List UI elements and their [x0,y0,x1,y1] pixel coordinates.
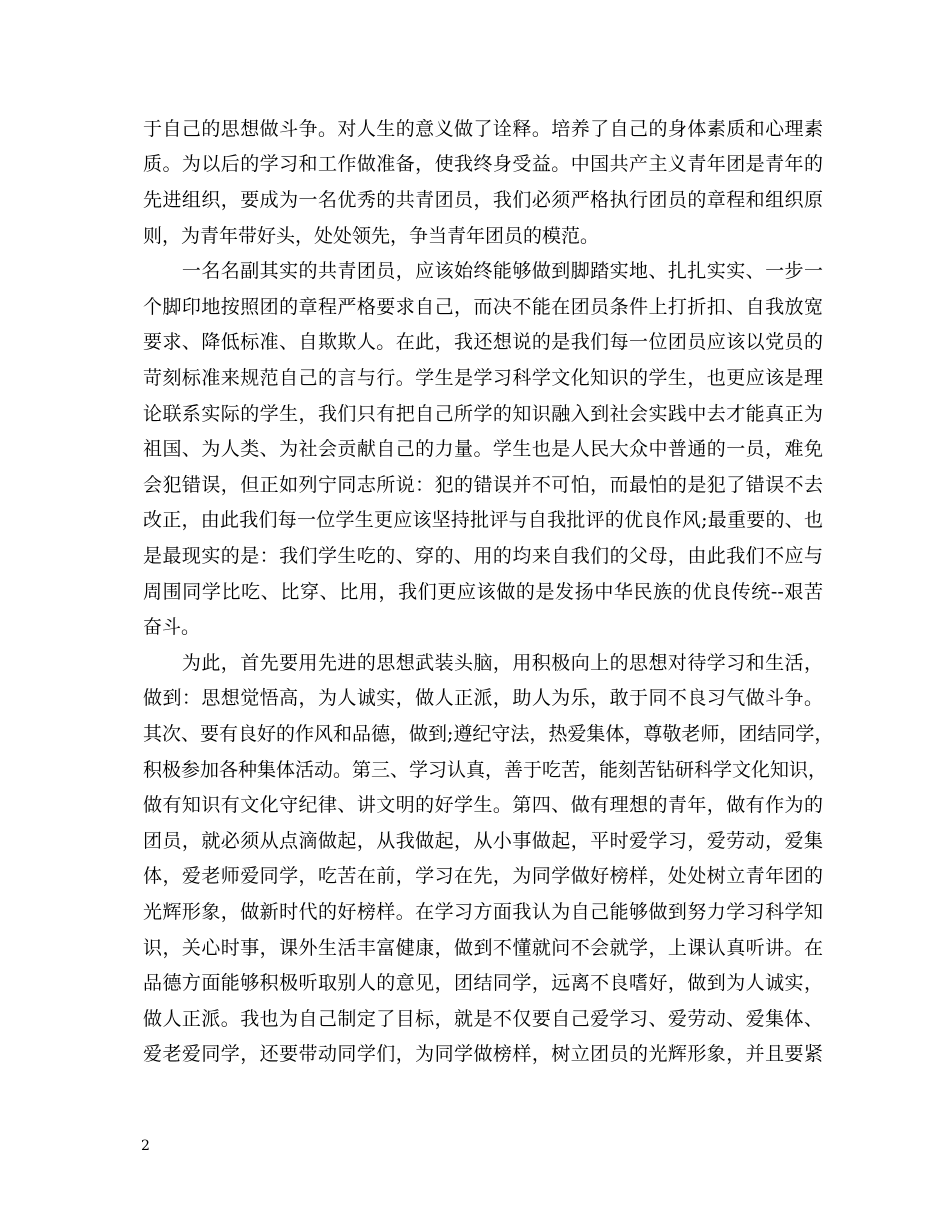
text-line: 祖国、为人类、为社会贡献自己的力量。学生也是人民大众中普通的一员，难免 [143,438,823,460]
text-line: 先进组织，要成为一名优秀的共青团员，我们必须严格执行团员的章程和组织原 [143,189,823,211]
page-number: 2 [141,1138,150,1154]
text-line: 要求、降低标准、自欺欺人。在此，我还想说的是我们每一位团员应该以党员的 [143,331,823,353]
text-line: 周围同学比吃、比穿、比用，我们更应该做的是发扬中华民族的优良传统--艰苦 [143,581,823,603]
text-line: 质。为以后的学习和工作做准备，使我终身受益。中国共产主义青年团是青年的 [143,153,823,175]
text-line: 体，爱老师爱同学，吃苦在前，学习在先，为同学做好榜样，处处树立青年团的 [143,865,823,887]
text-line: 团员，就必须从点滴做起，从我做起，从小事做起，平时爱学习，爱劳动，爱集 [143,830,823,852]
text-line: 是最现实的是：我们学生吃的、穿的、用的均来自我们的父母，由此我们不应与 [143,545,823,567]
text-line: 改正，由此我们每一位学生更应该坚持批评与自我批评的优良作风;最重要的、也 [143,509,823,531]
text-line: 识，关心时事，课外生活丰富健康，做到不懂就问不会就学，上课认真听讲。在 [143,937,823,959]
text-line: 其次、要有良好的作风和品德，做到;遵纪守法，热爱集体，尊敬老师，团结同学， [143,723,834,745]
text-line: 论联系实际的学生，我们只有把自己所学的知识融入到社会实践中去才能真正为 [143,403,823,425]
text-line: 做到：思想觉悟高，为人诚实，做人正派，助人为乐，敢于同不良习气做斗争。 [143,687,823,709]
text-line: 则，为青年带好头，处处领先，争当青年团员的模范。 [143,225,600,247]
text-line: 个脚印地按照团的章程严格要求自己，而决不能在团员条件上打折扣、自我放宽 [143,296,823,318]
text-line: 光辉形象，做新时代的好榜样。在学习方面我认为自己能够做到努力学习科学知 [143,901,823,923]
text-line: 积极参加各种集体活动。第三、学习认真，善于吃苦，能刻苦钻研科学文化知识， [143,759,828,781]
text-line: 苛刻标准来规范自己的言与行。学生是学习科学文化知识的学生，也更应该是理 [143,367,823,389]
text-line: 于自己的思想做斗争。对人生的意义做了诠释。培养了自己的身体素质和心理素 [143,118,823,140]
text-line: 一名名副其实的共青团员，应该始终能够做到脚踏实地、扎扎实实、一步一 [143,260,823,282]
text-line: 为此，首先要用先进的思想武装头脑，用积极向上的思想对待学习和生活， [143,652,823,674]
text-line: 奋斗。 [143,616,201,638]
text-line: 做人正派。我也为自己制定了目标，就是不仅要自己爱学习、爱劳动、爱集体、 [143,1008,823,1030]
text-line: 做有知识有文化守纪律、讲文明的好学生。第四、做有理想的青年，做有作为的 [143,794,823,816]
text-line: 爱老爱同学，还要带动同学们，为同学做榜样，树立团员的光辉形象，并且要紧 [143,1043,823,1065]
text-line: 品德方面能够积极听取别人的意见，团结同学，远离不良嗜好，做到为人诚实， [143,972,823,994]
text-line: 会犯错误，但正如列宁同志所说：犯的错误并不可怕，而最怕的是犯了错误不去 [143,474,823,496]
